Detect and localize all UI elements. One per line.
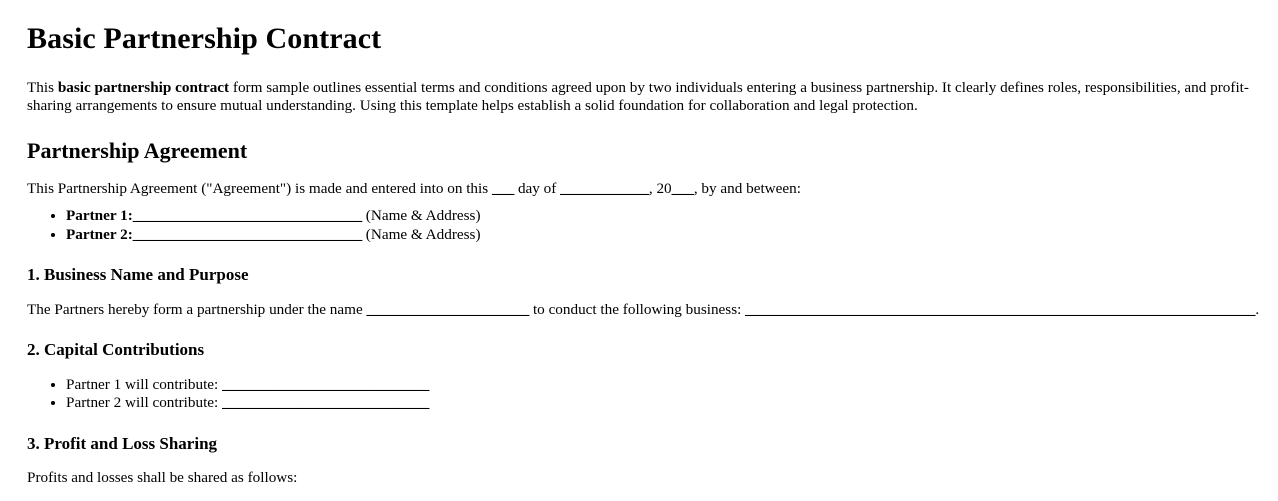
year-blank[interactable]: ___ [671,179,694,197]
section-1-text-part2: to conduct the following business: [529,300,746,318]
section-1-text-part1: The Partners hereby form a partnership under the name [27,300,367,318]
section-2-heading: 2. Capital Contributions [27,340,205,360]
intro-lead-bold: basic partnership contract [57,78,230,96]
list-item [66,226,1251,245]
intro-lead-plain: This [27,78,58,96]
section-3-heading: 3. Profit and Loss Sharing [27,433,218,453]
partnership-agreement-heading: Partnership Agreement [27,137,248,163]
contribution-2-blank[interactable]: ____________________________ [222,394,430,412]
business-name-blank[interactable]: ______________________ [366,300,530,318]
contribution-1-blank[interactable]: ____________________________ [222,375,430,393]
agreement-intro-paragraph [27,180,1251,199]
contribution-2-label: Partner 2 will contribute: [66,394,223,412]
capital-contributions-list [27,376,1251,413]
intro-paragraph [27,79,1251,116]
agreement-intro-part1: This Partnership Agreement ("Agreement") is made and entered into on this [27,179,492,197]
partner1-label: Partner 1: [66,207,133,225]
section-1-heading: 1. Business Name and Purpose [27,265,249,285]
agreement-intro-part3: , 20 [648,179,672,197]
list-item [66,394,1251,413]
partner2-note: (Name & Address) [362,225,481,243]
contribution-1-label: Partner 1 will contribute: [66,375,223,393]
partner1-blank[interactable]: _______________________________ [132,207,362,225]
day-blank[interactable]: ___ [491,179,515,197]
partner1-note: (Name & Address) [362,207,481,225]
list-item [66,207,1251,226]
page-title: Basic Partnership Contract [27,22,382,55]
list-item [66,376,1251,395]
section-1-text-part3: . [1255,300,1260,318]
agreement-intro-part2: day of [514,179,561,197]
section-3-paragraph: Profits and losses shall be shared as follows: [27,469,298,487]
section-1-paragraph [27,300,1260,320]
month-blank[interactable]: ____________ [560,179,649,197]
agreement-intro-part4: , by and between: [693,179,801,197]
parties-list [27,207,1251,244]
business-purpose-blank[interactable]: _____________________________________________________________________ [745,300,1256,318]
partner2-label: Partner 2: [66,225,133,243]
intro-lead-rest: form sample outlines essential terms and conditions agreed upon by two individuals entering a business partnership. It clearly defines roles, responsibilities, and profit-sharing arrangements to ensure mutual understanding. Using this template helps establish a solid foundation for collaboration and legal protection. [27,78,1249,114]
partner2-blank[interactable]: _______________________________ [132,225,362,243]
